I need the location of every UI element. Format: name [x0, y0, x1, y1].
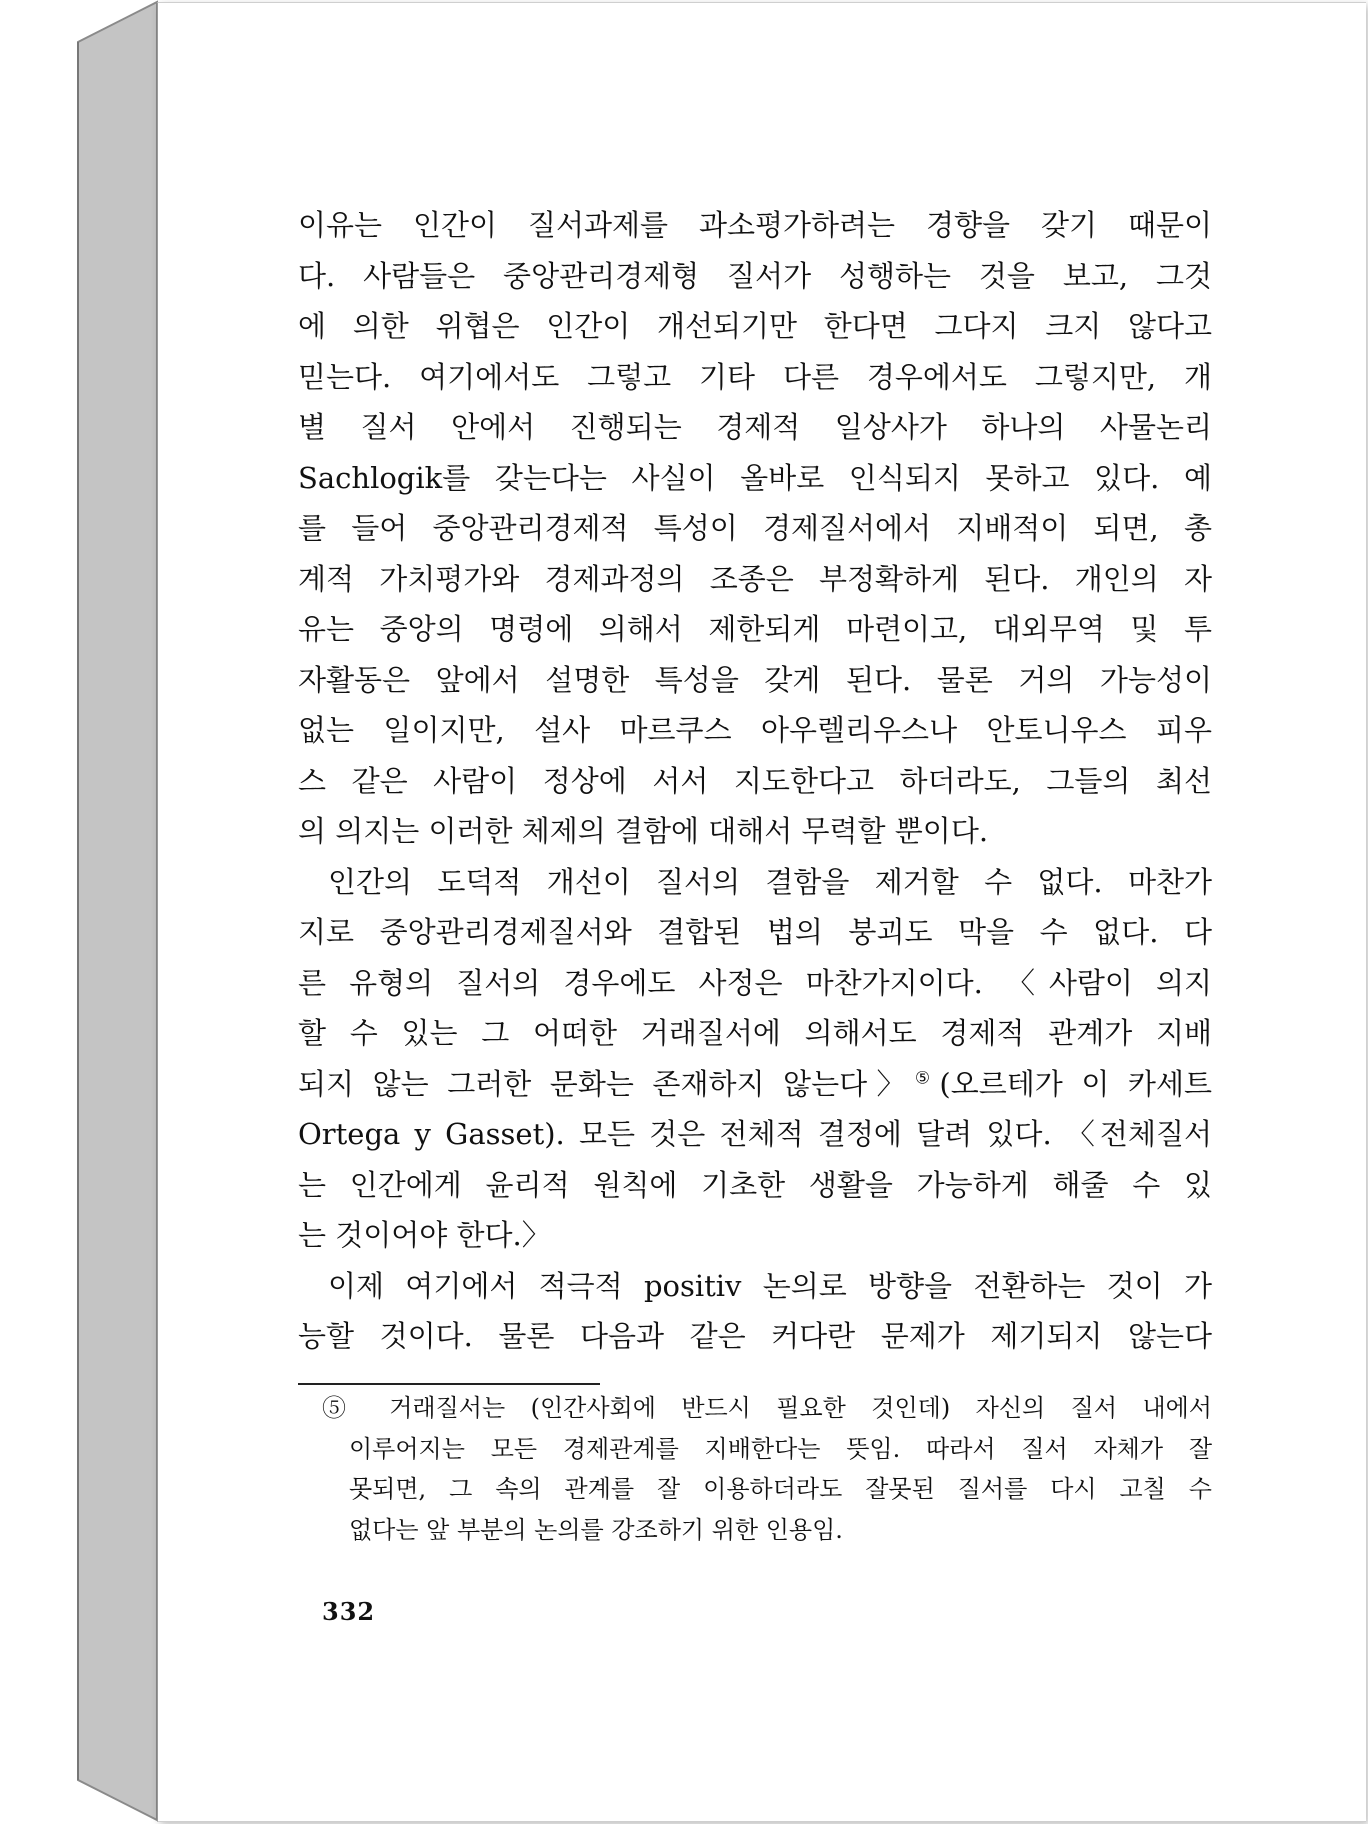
footnote-line: ⑤ 거래질서는 (인간사회에 반드시 필요한 것인데) 자신의 질서 내에서 — [322, 1394, 1212, 1422]
body-line: 를 들어 중앙관리경제적 특성이 경제질서에서 지배적이 되면, 총 — [298, 511, 1212, 545]
footnote-line: 못되면, 그 속의 관계를 잘 이용하더라도 잘못된 질서를 다시 고칠 수 — [349, 1475, 1212, 1503]
body-line: 별 질서 안에서 진행되는 경제적 일상사가 하나의 사물논리 — [298, 410, 1212, 444]
body-line: 인간의 도덕적 개선이 질서의 결함을 제거할 수 없다. 마찬가 — [328, 864, 1212, 899]
body-line: 이유는 인간이 질서과제를 과소평가하려는 경향을 갖기 때문이 — [298, 208, 1212, 242]
body-line — [298, 1059, 1212, 1110]
footnote-marker[interactable]: ⑤ — [914, 1067, 940, 1088]
footnote-divider — [298, 1383, 600, 1385]
footnote-line: 없다는 앞 부분의 논의를 강조하기 위한 인용임. — [349, 1515, 843, 1544]
body-line: 는 것이어야 한다.〉 — [298, 1218, 551, 1252]
body-line: 없는 일이지만, 설사 마르쿠스 아우렐리우스나 안토니우스 피우 — [298, 713, 1212, 747]
body-line: 할 수 있는 그 어떠한 거래질서에 의해서도 경제적 관계가 지배 — [298, 1016, 1212, 1050]
body-line: 유는 중앙의 명령에 의해서 제한되게 마련이고, 대외무역 및 투 — [298, 612, 1212, 646]
body-line: 스 같은 사람이 정상에 서서 지도한다고 하더라도, 그들의 최선 — [298, 763, 1212, 798]
body-line: 다. 사람들은 중앙관리경제형 질서가 성행하는 것을 보고, 그것 — [298, 258, 1212, 293]
body-line: Sachlogik를 갖는다는 사실이 올바로 인식되지 못하고 있다. 예 — [298, 460, 1212, 495]
body-line: 자활동은 앞에서 설명한 특성을 갖게 된다. 물론 거의 가능성이 — [298, 662, 1212, 697]
page-number: 332 — [322, 1597, 376, 1626]
body-line: 에 의한 위협은 인간이 개선되기만 한다면 그다지 크지 않다고 — [298, 309, 1212, 343]
footnote-block — [322, 1388, 1212, 1550]
body-text — [298, 200, 1212, 1362]
body-line: 지로 중앙관리경제질서와 결합된 법의 붕괴도 막을 수 없다. 다 — [298, 915, 1212, 949]
body-line: 계적 가치평가와 경제과정의 조종은 부정확하게 된다. 개인의 자 — [298, 561, 1212, 596]
body-line-part: 되지 않는 그러한 문화는 존재하지 않는다〉 — [298, 1066, 915, 1101]
body-line: 능할 것이다. 물론 다음과 같은 커다란 문제가 제기되지 않는다 — [298, 1319, 1212, 1353]
body-line: Ortega y Gasset). 모든 것은 전체적 결정에 달려 있다. 〈전체질서 — [298, 1117, 1212, 1151]
body-line-part: (오르테가 이 카세트 — [939, 1066, 1212, 1101]
body-line: 의 의지는 이러한 체제의 결함에 대해서 무력할 뿐이다. — [298, 814, 989, 848]
body-line: 이제 여기에서 적극적 positiv 논의로 방향을 전환하는 것이 가 — [328, 1268, 1212, 1303]
footnote-line: 이루어지는 모든 경제관계를 지배한다는 뜻임. 따라서 질서 자체가 잘 — [349, 1434, 1212, 1463]
body-line: 믿는다. 여기에서도 그렇고 기타 다른 경우에서도 그렇지만, 개 — [298, 359, 1212, 394]
body-line: 는 인간에게 윤리적 원칙에 기초한 생활을 가능하게 해줄 수 있 — [298, 1167, 1212, 1202]
body-line: 른 유형의 질서의 경우에도 사정은 마찬가지이다. 〈사람이 의지 — [298, 965, 1212, 1000]
